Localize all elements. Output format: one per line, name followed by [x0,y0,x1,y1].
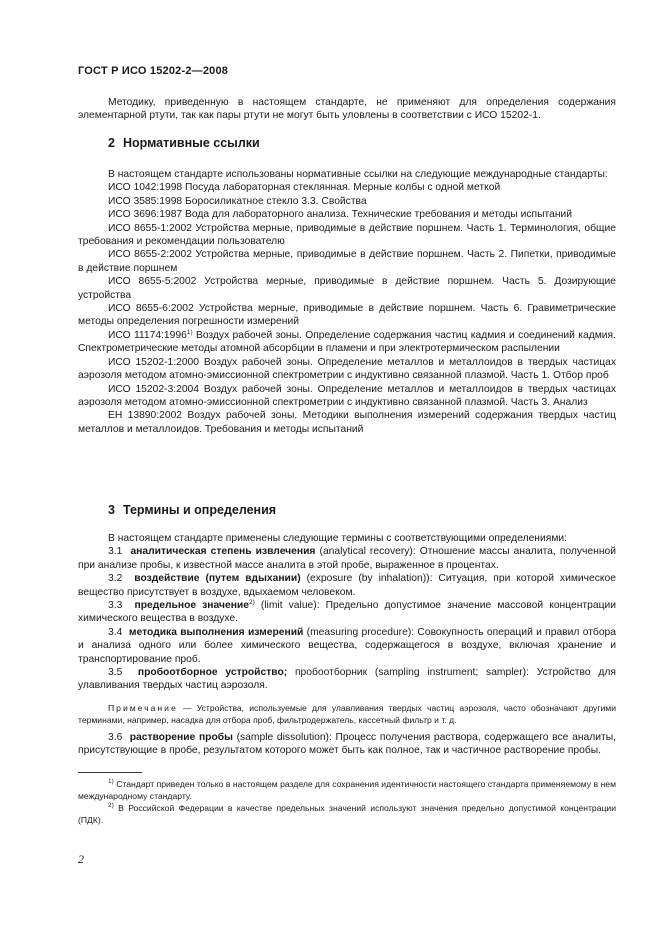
section-3-body [78,532,616,693]
term-3-6: 3.6 растворение пробы (sample dissolution): Процесс получения раствора, содержащего все аналиты, присутствующие в пробе, результатом которого может быть как полное, так и частичное растворение пробы. [78,732,616,757]
term-name: воздействие (путем вдыхании) [134,573,301,585]
section-2-heading: 2 Нормативные ссылки [108,136,260,150]
section-3-lead: В настоящем стандарте применены следующие термины с соответствующими определениями: [108,533,568,544]
page-header: ГОСТ Р ИСО 15202-2—2008 [78,65,229,77]
term-name: пробоотборное устройство; [137,667,288,679]
intro-paragraph: Методику, приведенную в настоящем стандарте, не применяют для определения содержания элементарной ртути, так как пары ртути не могут быть уловлены в соответствии с ИСО 15202-1. [78,97,616,122]
note-paragraph: Примечание — Устройства, используемые для улавливания твердых частиц аэрозоля, часто обозначают другими терминами, например, насадка для отбора проб, фильтродержатель, кассетный фильтр и т. д. [78,703,616,725]
term-3-3: 3.3 предельное значение$^{2)}$ (limit value): Предельно допустимое значение массовой концентрации химического вещества в воздухе. [78,599,616,625]
section-3-heading: 3 Термины и определения [108,503,277,517]
ref-item: ИСО 8655-6:2002 Устройства мерные, приводимые в действие поршнем. Часть 6. Гравиметрические методы определения погрешности измерений [78,303,616,328]
ref-item: ИСО 3696:1987 Вода для лабораторного анализа. Технические требования и методы испытаний [108,209,573,221]
page-number: 2 [78,852,84,866]
ref-item: ИСО 15202-3:2004 Воздух рабочей зоны. Определение металлов и металлоидов в твердых частицах аэрозоля методом атомно-эмиссионной спектрометрии с индуктивно связанной плазмой. Часть 3. Анализ [78,383,616,408]
footnote-divider [78,772,142,773]
section-2-body [78,168,616,436]
term-3-4: 3.4 методика выполнения измерений (measuring procedure): Совокупность операций и правил отбора и анализа одного или более химического вещества, содержащегося в воздухе, включая хранение и транспортирование проб. [78,626,616,665]
footnote-2: $^{2)}$ В Российской Федерации в качестве предельных значений используют значения предельно допустимой концентрации (ПДК). [78,802,616,825]
ref-item: ИСО 8655-5:2002 Устройства мерные, приводимые в действие поршнем. Часть 5. Дозирующие устройства [78,276,616,301]
term-3-1: 3.1 аналитическая степень извлечения (analytical recovery): Отношение массы аналита, полученной при анализе пробы, к известной массе аналита в этой пробе, выраженное в процентах. [78,546,616,571]
ref-item: ЕН 13890:2002 Воздух рабочей зоны. Методики выполнения измерений содержания твердых частиц металлов и металлоидов. Требования и методы испытаний [78,410,616,435]
footnotes [78,778,616,826]
term-name: растворение пробы [129,732,233,743]
footnote-ref: 1) [186,328,193,336]
term-name: методика выполнения измерений [128,626,304,638]
ref-item: ИСО 15202-1:2000 Воздух рабочей зоны. Определение металлов и металлоидов в твердых частицах аэрозоля методом атомно-эмиссионной спектрометрии с индуктивно связанной плазмой. Часть 1. Отбор проб [78,356,616,382]
ref-item: ИСО 11174:1996$^{1)}$ Воздух рабочей зоны. Определение содержания частиц кадмия и соединений кадмия. Спектрометрические методы атомной абсорбции в пламени и при электротермическом распылении [78,328,616,355]
term-name: аналитическая степень извлечения [130,546,316,558]
note-label: Примечание [108,703,178,713]
term-3-2: 3.2 воздействие (путем вдыхании) (exposure (by inhalation)): Ситуация, при которой химическое вещество присутствует в воздухе, вдыхаемом человеком. [78,573,616,598]
ref-item: ИСО 1042:1998 Посуда лабораторная стеклянная. Мерные колбы с одной меткой [108,182,501,194]
footnote-1: $^{1)}$ Стандарт приведен только в настоящем разделе для сохранения идентичности настоящего стандарта применяемому в нем международному стандарту. [78,778,616,801]
term-name: предельное значение [134,600,249,612]
section-2-lead: В настоящем стандарте использованы нормативные ссылки на следующие международные стандарты: [108,169,608,180]
ref-item: ИСО 8655-1:2002 Устройства мерные, приводимые в действие поршнем. Часть 1. Терминология, общие требования и рекомендации пользователю [78,222,616,248]
ref-item: ИСО 3585:1998 Боросиликатное стекло 3.3. Свойства [108,195,367,207]
footnote-ref: 2) [248,599,255,607]
term-3-6-block [78,731,616,758]
ref-item: ИСО 8655-2:2002 Устройства мерные, приводимые в действие поршнем. Часть 2. Пипетки, приводимые в действие поршнем [78,249,616,274]
term-3-5: 3.5 пробоотборное устройство; пробоотборник (sampling instrument; sampler): Устройство для улавливания твердых частиц аэрозоля. [78,667,616,692]
